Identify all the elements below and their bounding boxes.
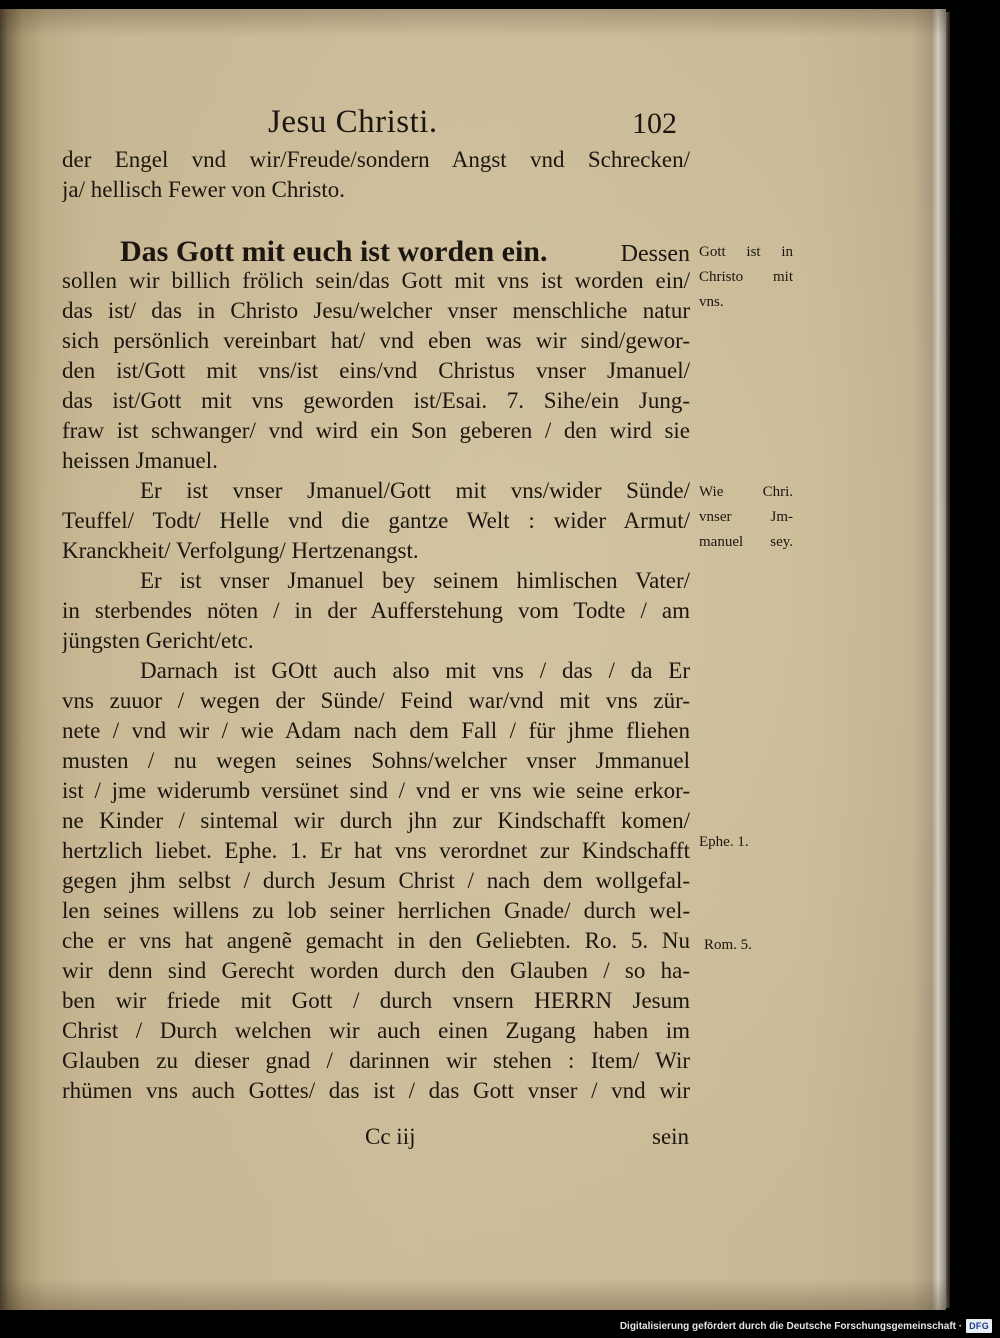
paragraph-start-line: Darnach ist GOtt auch also mit vns / das / da Er — [140, 658, 690, 683]
marginal-note — [699, 240, 793, 315]
text-line: Teuffel/ Todt/ Helle vnd die gantze Welt : wider Armut/ — [62, 508, 690, 533]
marginal-note-line: Ephe. 1. — [699, 834, 749, 850]
text-line: das ist/ das in Christo Jesu/welcher vnser menschliche natur — [62, 298, 690, 323]
text-line: wir denn sind Gerecht worden durch den Glauben / so ha- — [62, 958, 690, 983]
text-line: heissen Jmanuel. — [62, 448, 218, 473]
opening-lines — [62, 145, 690, 205]
marginal-note-line: Christo mit — [699, 269, 793, 285]
text-line: che er vns hat angenẽ gemacht in den Geliebten. Ro. 5. Nu — [62, 928, 690, 953]
marginal-note-line: vns. — [699, 294, 724, 310]
scanned-page — [0, 9, 946, 1310]
catchword: sein — [652, 1124, 690, 1149]
text-line: sollen wir billich frölich sein/das Gott mit vns ist worden ein/ — [62, 268, 690, 293]
text-line: ne Kinder / sintemal wir durch jhn zur Kindschafft komen/ — [62, 808, 690, 833]
page-number: 102 — [632, 107, 677, 140]
digitization-credit — [620, 1318, 992, 1334]
text-line: das ist/Gott mit vns geworden ist/Esai. 7. Sihe/ein Jung- — [62, 388, 690, 413]
signature-mark: Cc iij — [365, 1124, 416, 1149]
credit-text: Digitalisierung gefördert durch die Deutsche Forschungsgemeinschaft · — [619, 1320, 963, 1332]
text-line: sich persönlich vereinbart hat/ vnd eben was wir sind/gewor- — [62, 328, 690, 353]
dfg-logo: DFG — [966, 1319, 992, 1333]
text-line: Christ / Durch welchen wir auch einen Zugang haben im — [62, 1018, 690, 1043]
heading-text: Das Gott mit euch ist worden ein. — [120, 235, 548, 268]
running-head: Jesu Christi. — [268, 104, 438, 140]
text-line: len seines willens zu lob seiner herrlichen Gnade/ durch wel- — [62, 898, 690, 923]
text-line: ben wir friede mit Gott / durch vnsern HERRN Jesum — [62, 988, 690, 1013]
text-line: der Engel vnd wir/Freude/sondern Angst vnd Schrecken/ — [62, 147, 690, 172]
text-line: vns zuuor / wegen der Sünde/ Feind war/vnd mit vns zür- — [62, 688, 690, 713]
text-line: musten / nu wegen seines Sohns/welcher vnser Jmmanuel — [62, 748, 690, 773]
text-line: fraw ist schwanger/ vnd wird ein Son geberen / den wird sie — [62, 418, 690, 443]
text-line: den ist/Gott mit vns/ist eins/vnd Christus vnser Jmanuel/ — [62, 358, 690, 383]
text-line: Kranckheit/ Verfolgung/ Hertzenangst. — [62, 538, 419, 563]
text-line: in sterbendes nöten / in der Aufferstehung vom Todte / am — [62, 598, 690, 623]
heading-run-on: Dessen — [620, 241, 690, 267]
paragraph-start-line: Er ist vnser Jmanuel/Gott mit vns/wider Sünde/ — [140, 478, 690, 503]
marginal-note-line: Wie Chri. — [699, 484, 793, 500]
marginal-note-line: vnser Jm- — [699, 509, 793, 525]
text-line: hertzlich liebet. Ephe. 1. Er hat vns verordnet zur Kindschafft — [62, 838, 690, 863]
marginal-note — [699, 830, 793, 855]
marginal-note — [699, 480, 793, 555]
text-line: jüngsten Gericht/etc. — [62, 628, 254, 653]
text-line: ist / jme widerumb versünet sind / vnd er vns wie seine erkor- — [62, 778, 690, 803]
text-line: nete / vnd wir / wie Adam nach dem Fall / für jhme fliehen — [62, 718, 690, 743]
marginal-note-line: manuel sey. — [699, 534, 793, 550]
page-edge — [946, 12, 950, 1308]
text-line: ja/ hellisch Fewer von Christo. — [62, 177, 345, 202]
text-line: rhümen vns auch Gottes/ das ist / das Gott vnser / vnd wir — [62, 1078, 690, 1103]
marginal-note-line: Gott ist in — [699, 244, 793, 260]
text-line: gegen jhm selbst / durch Jesum Christ / nach dem wollgefal- — [62, 868, 690, 893]
paragraph-start-line: Er ist vnser Jmanuel bey seinem himlischen Vater/ — [140, 568, 690, 593]
marginal-note — [704, 933, 798, 958]
text-line: Glauben zu dieser gnad / darinnen wir stehen : Item/ Wir — [62, 1048, 690, 1073]
body-text — [62, 266, 690, 1106]
marginal-note-line: Rom. 5. — [704, 937, 752, 953]
